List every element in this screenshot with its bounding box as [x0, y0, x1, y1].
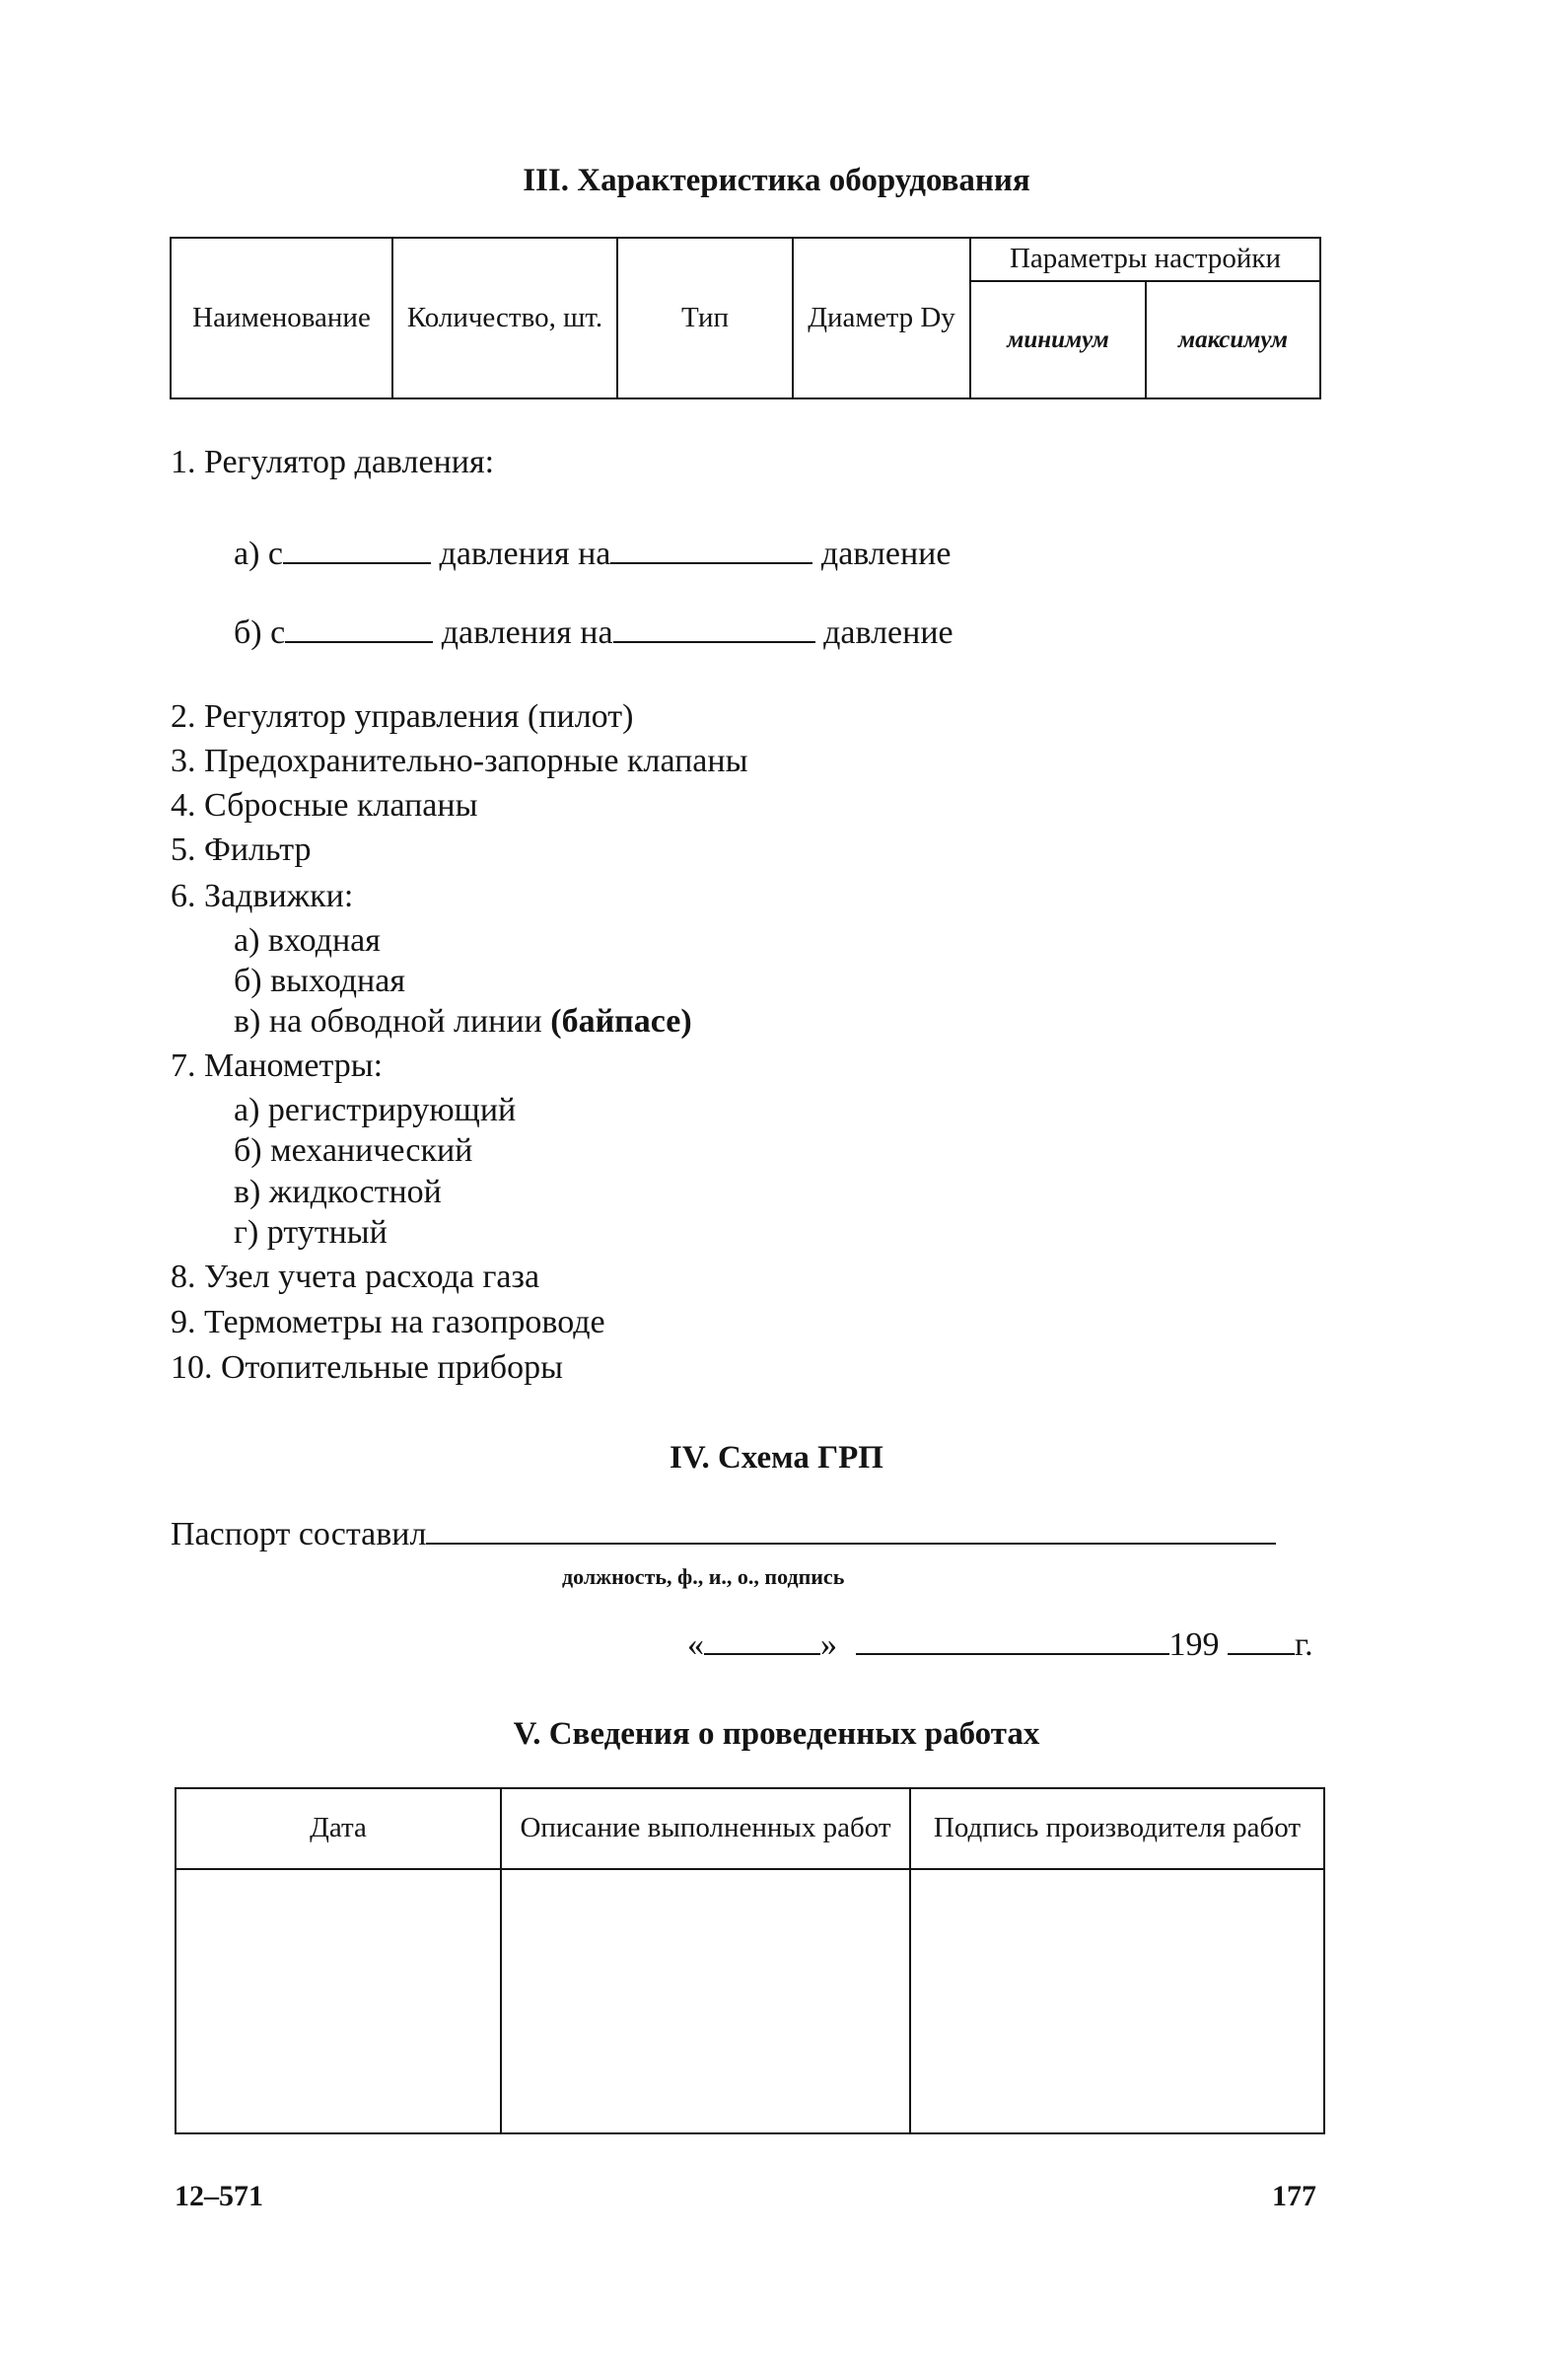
- blank-to-1b: [613, 613, 815, 643]
- item1b-mid: давления на: [441, 614, 613, 651]
- item1b-post: давление: [823, 614, 953, 651]
- list-item-7a: а) регистрирующий: [234, 1092, 517, 1128]
- list-item-3: 3. Предохранительно-запорные клапаны: [171, 743, 748, 779]
- list-item-7b: б) механический: [234, 1132, 473, 1169]
- quote-close: »: [820, 1626, 837, 1663]
- signature-caption: должность, ф., и., о., подпись: [562, 1564, 845, 1589]
- list-item-6c: [234, 1003, 692, 1041]
- doc-code: 12–571: [175, 2180, 263, 2212]
- col-header-qty: Количество, шт.: [392, 238, 617, 398]
- col-header-signature: Подпись производителя работ: [910, 1788, 1324, 1869]
- list-item-10: 10. Отопительные приборы: [171, 1349, 563, 1386]
- day-blank[interactable]: [704, 1625, 820, 1655]
- item1a-pre: а) с: [234, 536, 284, 572]
- col-header-description: Описание выполненных работ: [501, 1788, 910, 1869]
- list-item-4: 4. Сбросные клапаны: [171, 787, 478, 824]
- list-item-5: 5. Фильтр: [171, 831, 312, 868]
- col-header-max: максимум: [1146, 281, 1320, 398]
- list-item-6: 6. Задвижки:: [171, 878, 354, 914]
- quote-open: «: [687, 1626, 704, 1663]
- list-item-2: 2. Регулятор управления (пилот): [171, 698, 634, 735]
- col-header-type: Тип: [617, 238, 793, 398]
- item1b-pre: б) с: [234, 614, 286, 651]
- col-header-name: Наименование: [171, 238, 392, 398]
- date-row: [687, 1625, 1313, 1664]
- month-blank[interactable]: [856, 1625, 1169, 1655]
- list-item-6a: а) входная: [234, 922, 381, 959]
- item1a-mid: давления на: [439, 536, 611, 572]
- list-item-1a: [234, 535, 951, 573]
- item1a-post: давление: [820, 536, 952, 572]
- equipment-table: [170, 237, 1321, 399]
- compiled-by-label: Паспорт составил: [171, 1516, 427, 1552]
- compiled-by-line[interactable]: [426, 1515, 1276, 1545]
- works-table: [175, 1787, 1325, 2134]
- col-header-diameter: Диаметр Dу: [793, 238, 970, 398]
- item6c-text: в) на обводной линии: [234, 1003, 551, 1040]
- blank-from-1b: [285, 613, 433, 643]
- col-header-min: минимум: [970, 281, 1146, 398]
- list-item-1: 1. Регулятор давления:: [171, 444, 495, 480]
- col-header-date: Дата: [176, 1788, 501, 1869]
- year-blank[interactable]: [1228, 1625, 1295, 1655]
- cell-signature-empty[interactable]: [910, 1869, 1324, 2133]
- blank-to-1a: [610, 535, 812, 564]
- blank-from-1a: [283, 535, 431, 564]
- section-3-title: III. Характеристика оборудования: [523, 163, 1030, 198]
- year-prefix: 199: [1168, 1626, 1220, 1663]
- section-5-title: V. Сведения о проведенных работах: [513, 1716, 1040, 1752]
- list-item-9: 9. Термометры на газопроводе: [171, 1304, 605, 1340]
- list-item-7d: г) ртутный: [234, 1214, 388, 1251]
- cell-date-empty[interactable]: [176, 1869, 501, 2133]
- item6c-bold: (байпасе): [550, 1003, 692, 1040]
- section-4-title: IV. Схема ГРП: [670, 1440, 883, 1476]
- list-item-6b: б) выходная: [234, 963, 405, 999]
- list-item-8: 8. Узел учета расхода газа: [171, 1259, 540, 1295]
- list-item-1b: [234, 613, 953, 652]
- cell-description-empty[interactable]: [501, 1869, 910, 2133]
- list-item-7: 7. Манометры:: [171, 1047, 384, 1084]
- col-header-params: Параметры настройки: [970, 238, 1320, 281]
- page-number: 177: [1272, 2180, 1316, 2212]
- year-suffix: г.: [1295, 1626, 1313, 1663]
- list-item-7c: в) жидкостной: [234, 1174, 442, 1210]
- compiled-by-row: [171, 1515, 1276, 1553]
